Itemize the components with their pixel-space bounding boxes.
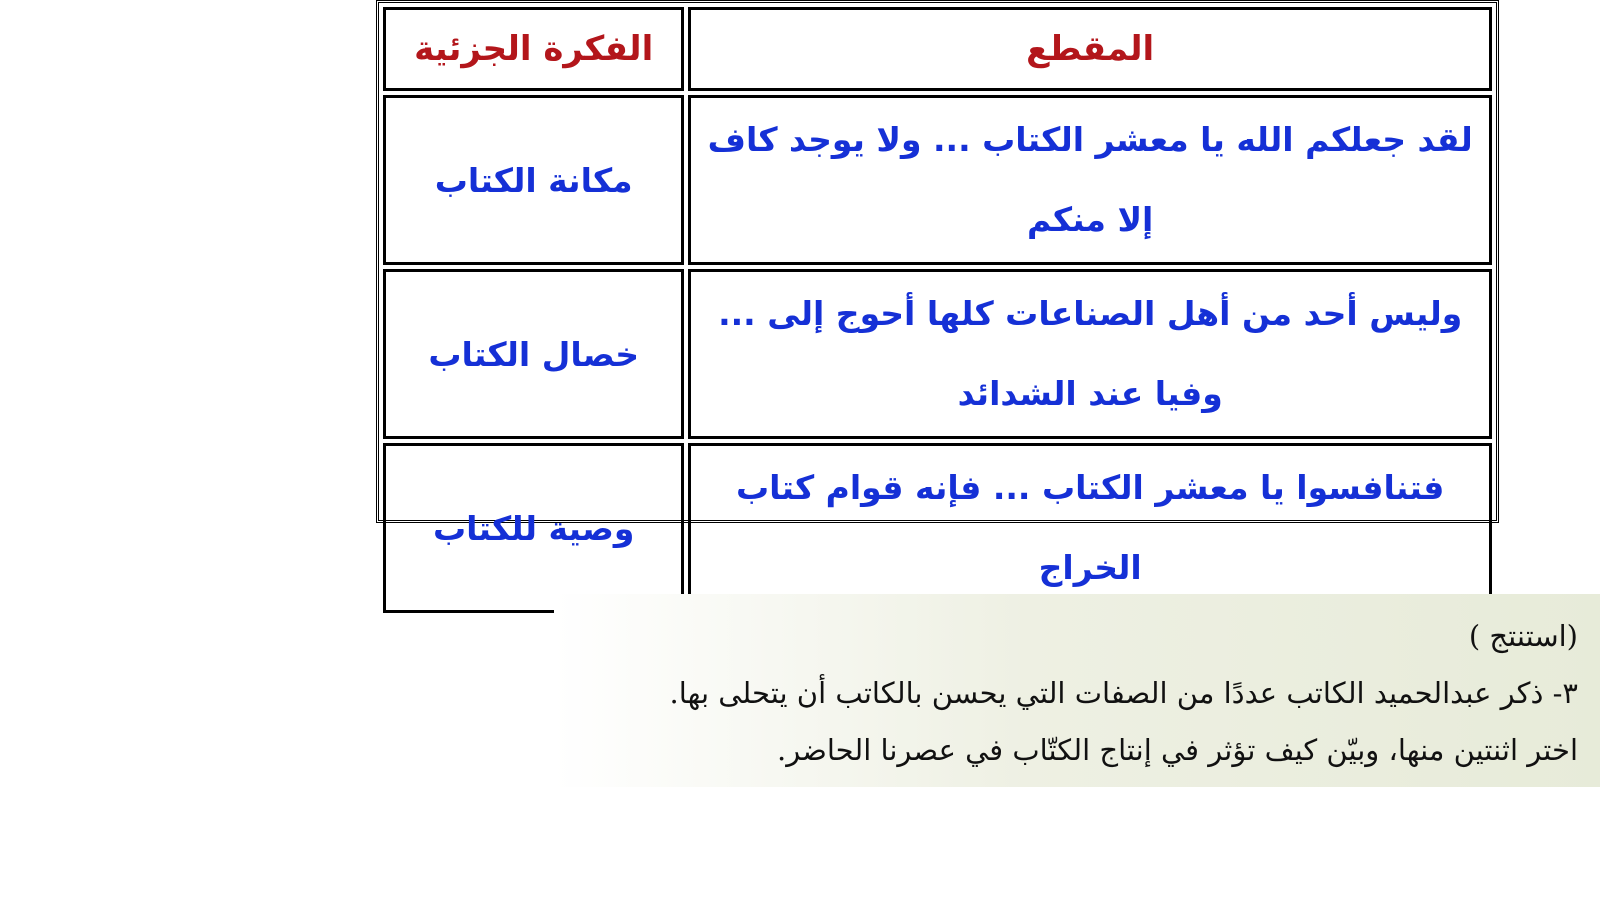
- table-row: [383, 443, 1492, 613]
- table-row: [383, 269, 1492, 439]
- table-header-row: [383, 7, 1492, 91]
- passage-cell: لقد جعلكم الله يا معشر الكتاب ... ولا يوجد كاف إلا منكم: [688, 95, 1492, 265]
- idea-cell: وصية للكتاب: [383, 443, 684, 613]
- task-heading: (استنتج ): [1468, 619, 1578, 653]
- ideas-table: [376, 0, 1499, 587]
- idea-cell: خصال الكتاب: [383, 269, 684, 439]
- header-idea: الفكرة الجزئية: [383, 7, 684, 91]
- task-question-line-2: اختر اثنتين منها، وبيّن كيف تؤثر في إنتاج الكتّاب في عصرنا الحاضر.: [777, 733, 1578, 767]
- table-row: [383, 95, 1492, 265]
- passage-cell: وليس أحد من أهل الصناعات كلها أحوج إلى ... وفيا عند الشدائد: [688, 269, 1492, 439]
- header-passage: المقطع: [688, 7, 1492, 91]
- deduce-task-box: [554, 594, 1600, 787]
- ideas-table-grid: [379, 3, 1496, 617]
- idea-cell: مكانة الكتاب: [383, 95, 684, 265]
- passage-cell: فتنافسوا يا معشر الكتاب ... فإنه قوام كتاب الخراج: [688, 443, 1492, 613]
- task-question-line-1: ٣- ذكر عبدالحميد الكاتب عددًا من الصفات التي يحسن بالكاتب أن يتحلى بها.: [669, 676, 1578, 710]
